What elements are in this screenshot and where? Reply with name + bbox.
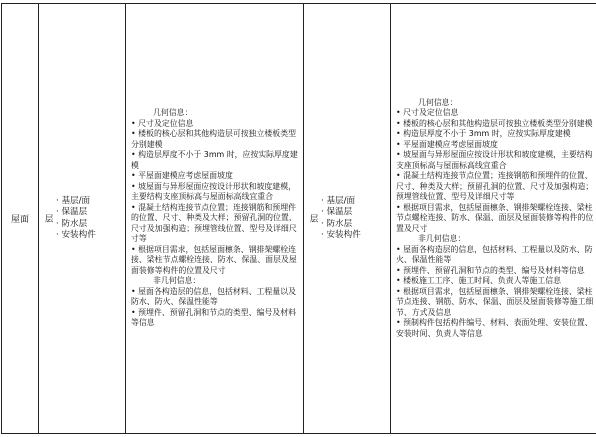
list-item: • 预制构件包括构件编号、材料、表面处理、安装位置、安装时间、负责人等信息 <box>396 318 593 338</box>
list-item: · 安装构件 <box>321 230 361 240</box>
list-item: • 根据项目需求，包括屋面檩条、钢排架螺栓连接、梁柱节点螺栓连接、防水、保温、面层及屋面装修等构件的位置及尺寸 <box>396 202 594 233</box>
right-subitems-cell <box>304 4 391 434</box>
right-prefix: 层 <box>308 213 318 224</box>
list-item: • 屋面各构造层的信息，包括材料、工程量以及防水、防火、保温性能等 <box>396 244 593 265</box>
spec-table <box>1 3 596 434</box>
list-item: • 坡屋面与异形屋面应按设计形状和坡度建模，主要结构支座顶标高与屋面标高线宜重合 <box>396 150 593 170</box>
list-item: • 尺寸及定位信息 <box>131 118 194 128</box>
list-item: • 预埋件、预留孔洞和节点的类型、编号及材料等信息 <box>131 307 296 328</box>
list-item: • 根据项目需求，包括屋面檩条、钢排架螺栓连接、梁柱节点连接、钢筋、防水、保温、面层及屋面装修等施工细节、方式及信息 <box>396 286 594 317</box>
list-item: • 屋面各构造层的信息，包括材料、工程量以及防水、防火、保温性能等 <box>131 286 296 307</box>
section-heading: 非几何信息： <box>153 276 201 286</box>
category-cell <box>2 4 39 434</box>
list-item: · 防水层 <box>56 218 88 229</box>
list-item: · 保温层 <box>56 207 88 217</box>
list-item: • 混凝土结构连接节点位置；连接钢筋和预埋件的位置、尺寸、种类及大样；预留孔洞的位置、尺寸及加强构造；预埋管线位置、型号及详细尺寸等 <box>131 202 297 244</box>
left-content-cell <box>126 4 304 434</box>
list-item: · 保温层 <box>321 207 353 217</box>
left-subitem-list <box>53 196 96 242</box>
right-content <box>391 96 596 342</box>
list-item: • 尺寸及定位信息 <box>396 108 459 118</box>
list-item: · 安装构件 <box>56 230 96 240</box>
list-item: • 楼板施工工序、施工时间、负责人等施工信息 <box>396 276 561 286</box>
list-item: • 平屋面建模应考虑屋面坡度 <box>131 171 233 181</box>
list-item: • 楼板的核心层和其他构造层可按独立楼板类型分别建模 <box>396 118 593 128</box>
list-item: • 坡屋面与异形屋面应按设计形状和坡度建模，主要结构支座顶标高与屋面标高线宜重合 <box>131 181 296 202</box>
left-subitems-cell <box>39 4 126 434</box>
list-item: • 构造层厚度不小于 3mm 时，应按实际厚度建模 <box>131 150 298 170</box>
section-heading: 非几何信息： <box>418 234 466 244</box>
right-content-cell <box>391 4 596 434</box>
section-heading: 几何信息： <box>418 97 458 107</box>
list-item: · 基层/面 <box>321 195 356 206</box>
list-item: • 构造层厚度不小于 3mm 时，应按实际厚度建模 <box>396 129 571 139</box>
left-content <box>126 106 303 331</box>
list-item: • 根据项目需求，包括屋面檩条、钢排架螺栓连接、梁柱节点螺栓连接、防水、保温、面层及屋面装修等构件的位置及尺寸 <box>131 244 297 275</box>
list-item: · 防水层 <box>321 218 353 229</box>
table-row <box>2 4 596 434</box>
list-item: • 混凝土结构连接节点位置；连接钢筋和预埋件的位置、尺寸、种类及大样；预留孔洞的位置、尺寸及加强构造；预埋管线位置、型号及详细尺寸等 <box>396 171 594 202</box>
left-prefix: 层 <box>43 213 53 224</box>
right-subitem-list <box>318 196 361 242</box>
list-item: • 楼板的核心层和其他构造层可按独立楼板类型分别建模 <box>131 129 296 149</box>
list-item: • 预埋件、预留孔洞和节点的类型、编号及材料等信息 <box>396 265 585 275</box>
list-item: · 基层/面 <box>56 195 91 206</box>
list-item: • 平屋面建模应考虑屋面坡度 <box>396 139 498 149</box>
section-heading: 几何信息： <box>153 108 193 118</box>
category-label: 屋面 <box>10 215 29 225</box>
